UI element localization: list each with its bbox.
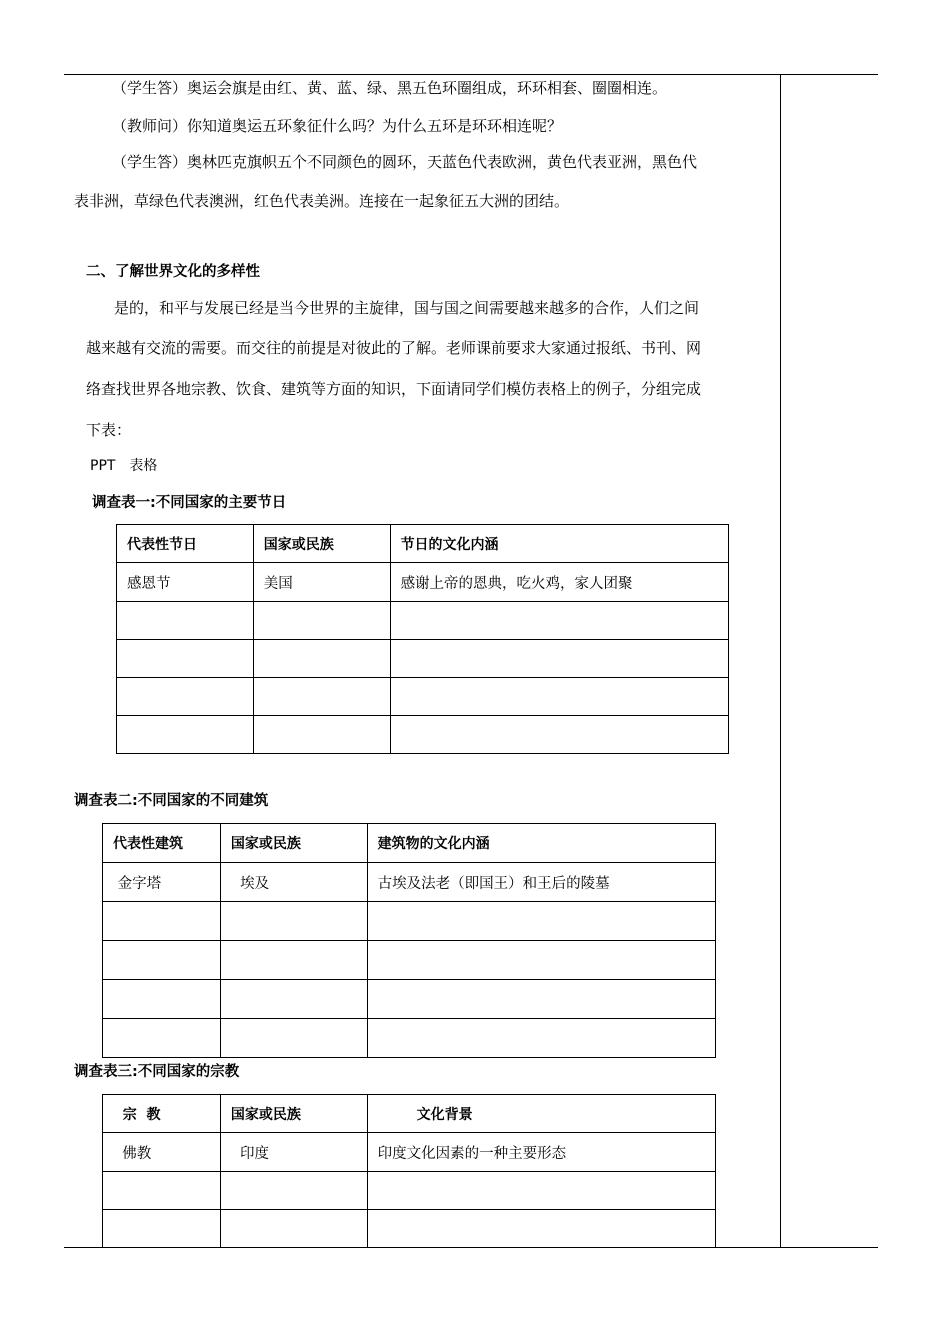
ppt-note: PPT 表格 (90, 458, 158, 474)
table2-title: 调查表二:不同国家的不同建筑 (74, 793, 269, 809)
table-cell (117, 602, 254, 640)
table-cell (367, 941, 715, 980)
table-cell (220, 1019, 367, 1058)
table-header-row (103, 824, 716, 863)
table-row (103, 1019, 716, 1058)
table-row (103, 902, 716, 941)
header-cell: 代表性建筑 (103, 824, 221, 863)
table-cell (367, 1172, 715, 1210)
table-cell (367, 1019, 715, 1058)
architecture-table (102, 823, 716, 1058)
table-row (117, 640, 729, 678)
table-cell (103, 1172, 221, 1210)
table-cell (117, 640, 254, 678)
table-cell (367, 980, 715, 1019)
header-cell: 文化背景 (367, 1095, 715, 1133)
intro-line-4: 下表： (86, 421, 132, 439)
frame-column-divider (780, 74, 781, 1247)
table-cell (103, 941, 221, 980)
table-row (103, 980, 716, 1019)
table-cell (253, 678, 390, 716)
table-cell (103, 902, 221, 941)
table-row (103, 1210, 716, 1248)
table-cell (390, 716, 728, 754)
table-cell: 感谢上帝的恩典，吃火鸡，家人团聚 (390, 563, 728, 602)
header-cell: 建筑物的文化内涵 (367, 824, 715, 863)
table-row (103, 941, 716, 980)
table-row (117, 563, 729, 602)
table-cell: 印度文化因素的一种主要形态 (367, 1133, 715, 1172)
table-cell (220, 980, 367, 1019)
dialogue-line-2: （教师问）你知道奥运五环象征什么吗？为什么五环是环环相连呢？ (112, 117, 563, 135)
table-cell (103, 1210, 221, 1248)
table-row (103, 1172, 716, 1210)
table-cell (367, 902, 715, 941)
intro-line-2: 越来越有交流的需要。而交往的前提是对彼此的了解。老师课前要求大家通过报纸、书刊、网 (86, 339, 702, 357)
intro-line-3: 络查找世界各地宗教、饮食、建筑等方面的知识，下面请同学们模仿表格上的例子，分组完成 (86, 380, 702, 398)
table-cell: 印度 (220, 1133, 367, 1172)
header-cell: 宗 教 (103, 1095, 221, 1133)
table-cell (390, 678, 728, 716)
header-cell: 国家或民族 (253, 525, 390, 563)
table-row (103, 1133, 716, 1172)
table3-title: 调查表三:不同国家的宗教 (74, 1064, 240, 1080)
table-row (117, 716, 729, 754)
table-cell (220, 1172, 367, 1210)
table-cell: 古埃及法老（即国王）和王后的陵墓 (367, 863, 715, 902)
table-cell (103, 1019, 221, 1058)
dialogue-line-4: 表非洲，草绿色代表澳洲，红色代表美洲。连接在一起象征五大洲的团结。 (74, 192, 570, 210)
table-cell: 金字塔 (103, 863, 221, 902)
table-cell (220, 1210, 367, 1248)
table-cell (253, 640, 390, 678)
table-cell (390, 602, 728, 640)
header-cell: 国家或民族 (220, 824, 367, 863)
intro-line-1: 是的，和平与发展已经是当今世界的主旋律，国与国之间需要越来越多的合作，人们之间 (114, 299, 700, 317)
festival-table (116, 524, 729, 754)
table-cell (103, 980, 221, 1019)
header-cell: 节日的文化内涵 (390, 525, 728, 563)
dialogue-line-3: （学生答）奥林匹克旗帜五个不同颜色的圆环，天蓝色代表欧洲，黄色代表亚洲，黑色代 (112, 153, 698, 171)
table1-title: 调查表一:不同国家的主要节日 (92, 495, 287, 511)
table-row (117, 602, 729, 640)
frame-top-rule (64, 74, 878, 75)
table-cell (390, 640, 728, 678)
section-heading: 二、了解世界文化的多样性 (86, 264, 260, 280)
table-cell (253, 716, 390, 754)
table-cell: 美国 (253, 563, 390, 602)
table-cell: 感恩节 (117, 563, 254, 602)
header-cell: 国家或民族 (220, 1095, 367, 1133)
table-cell (220, 902, 367, 941)
religion-table (102, 1094, 716, 1248)
table-header-row (103, 1095, 716, 1133)
header-cell: 代表性节日 (117, 525, 254, 563)
table-row (117, 678, 729, 716)
table-cell: 佛教 (103, 1133, 221, 1172)
table-cell: 埃及 (220, 863, 367, 902)
table-cell (117, 716, 254, 754)
table-cell (220, 941, 367, 980)
table-cell (117, 678, 254, 716)
table-header-row (117, 525, 729, 563)
table-row (103, 863, 716, 902)
dialogue-line-1: （学生答）奥运会旗是由红、黄、蓝、绿、黑五色环圈组成，环环相套、圈圈相连。 (112, 79, 668, 97)
table-cell (367, 1210, 715, 1248)
table-cell (253, 602, 390, 640)
